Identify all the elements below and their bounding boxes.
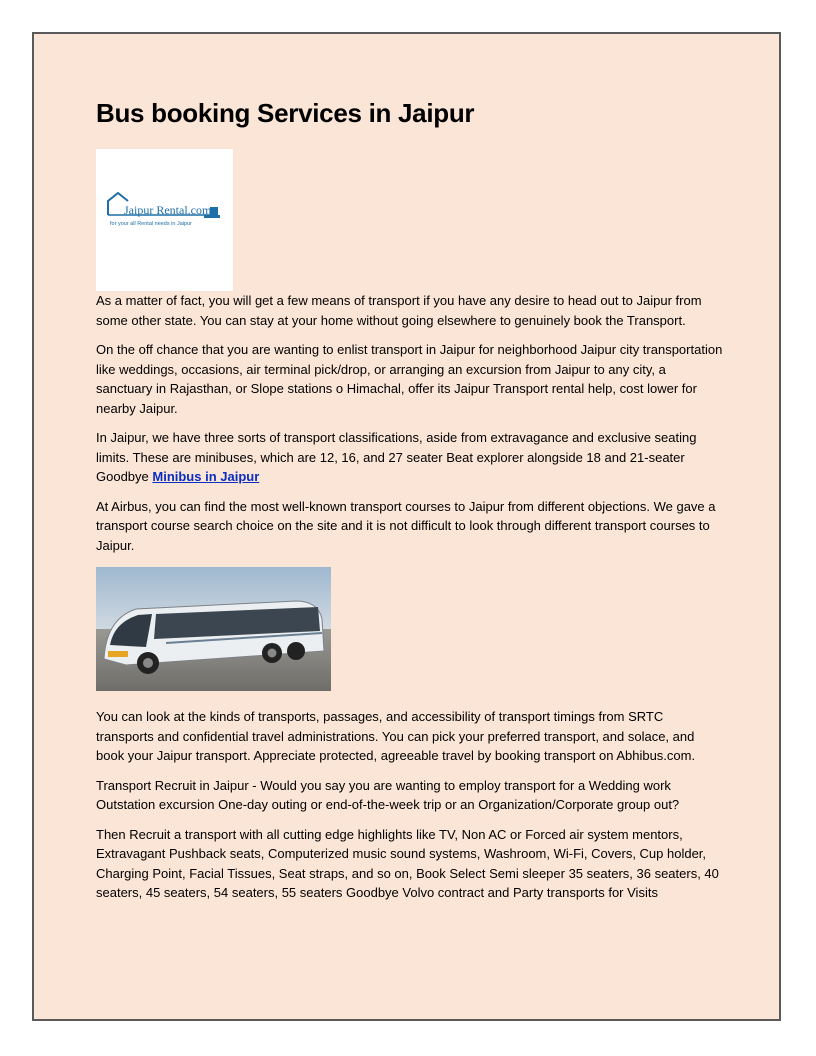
jaipur-rental-logo	[96, 149, 233, 291]
paragraph-2: On the off chance that you are wanting to enlist transport in Jaipur for neighborhood Jaipur city transportation like weddings, occasions, air terminal pick/drop, or arranging an excursion from Jaipur to any city, a sanctuary in Rajasthan, or Slope stations o Himachal, offer its Jaipur Transport rental help, cost lower for nearby Jaipur.	[96, 342, 723, 416]
paragraph-3-text: In Jaipur, we have three sorts of transport classifications, aside from extravagance and exclusive seating limits. These are minibuses, which are 12, 16, and 27 seater Beat explorer alongside 18 and 21-seater Goodbye	[96, 430, 697, 485]
page-title: Bus booking Services in Jaipur	[96, 98, 475, 128]
logo-brand-text: Jaipur Rental.com	[124, 203, 212, 218]
document-content	[96, 98, 724, 913]
paragraph-1: As a matter of fact, you will get a few means of transport if you have any desire to head out to Jaipur from some other state. You can stay at your home without going elsewhere to genuinely book the Transport.	[96, 293, 702, 328]
paragraph-6: Transport Recruit in Jaipur - Would you say you are wanting to employ transport for a Wedding work Outstation excursion One-day outing or end-of-the-week trip or an Organization/Corporate group out?	[96, 777, 680, 813]
bus-photo	[96, 567, 331, 691]
logo-tagline: for your all Rental needs in Jaipur	[110, 221, 192, 228]
paragraph-5: You can look at the kinds of transports, passages, and accessibility of transport timings from SRTC transports and confidential travel administrations. You can pick your preferred transport, and solace, and book your Jaipur transport. Appreciate protected, agreeable travel by booking transport on Abhibus.com.	[96, 709, 696, 764]
paragraph-4: At Airbus, you can find the most well-known transport courses to Jaipur from different objections. We gave a transport course search choice on the site and it is not difficult to look through different transport courses to Jaipur.	[96, 498, 716, 553]
paragraph-3	[96, 428, 724, 487]
paragraph-7: Then Recruit a transport with all cutting edge highlights like TV, Non AC or Forced air system mentors, Extravagant Pushback seats, Computerized music sound systems, Washroom, Wi-Fi, Covers, Cup holder, Charging Point, Facial Tissues, Seat straps, and so on, Book Select Semi sleeper 35 seaters, 36 seaters, 40 seaters, 45 seaters, 54 seaters, 55 seaters Goodbye Volvo contract and Party transports for Visits	[96, 826, 719, 901]
minibus-link[interactable]: Minibus in Jaipur	[152, 469, 260, 485]
house-logo-icon	[96, 149, 233, 291]
document-page	[32, 32, 781, 1021]
